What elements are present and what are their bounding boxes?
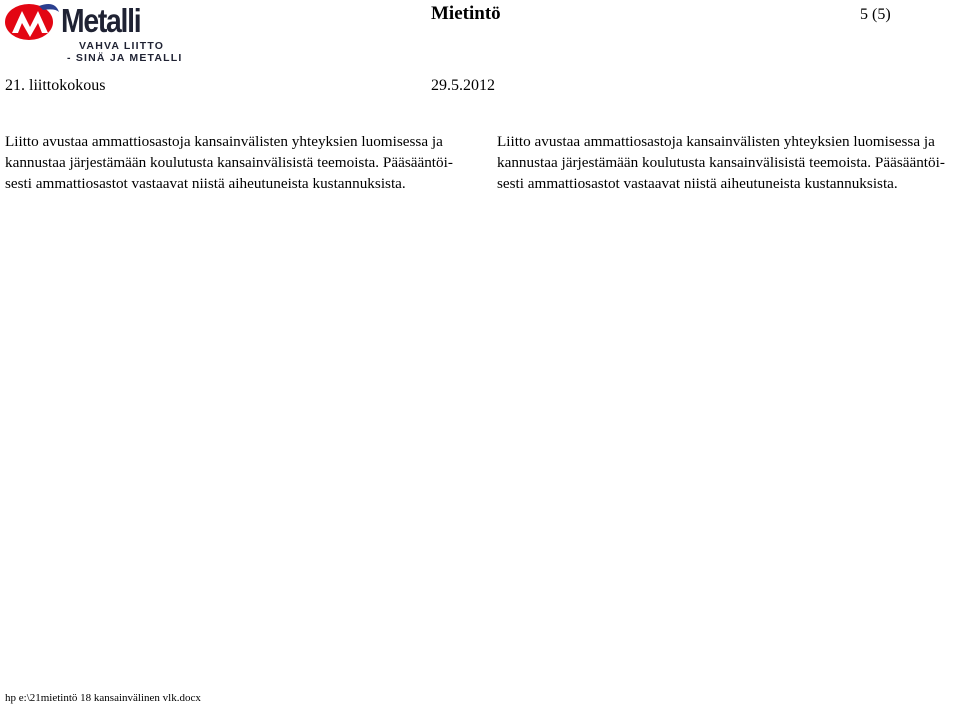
meeting-name: 21. liittokokous [5, 77, 106, 94]
logo-wordmark: Metalli [61, 2, 141, 39]
paragraph-line: sesti ammattiosastot vastaavat niistä aiheutuneista kustannuksista. [5, 175, 406, 192]
meeting-date: 29.5.2012 [431, 77, 495, 94]
paragraph-line: kannustaa järjestämään koulutusta kansainvälisistä teemoista. Pääsääntöi- [497, 154, 945, 171]
footer-file-path: hp e:\21mietintö 18 kansainvälinen vlk.docx [5, 692, 201, 704]
paragraph-line: sesti ammattiosastot vastaavat niistä aiheutuneista kustannuksista. [497, 175, 898, 192]
page-number: 5 (5) [860, 6, 891, 23]
paragraph-line: kannustaa järjestämään koulutusta kansainvälisistä teemoista. Pääsääntöi- [5, 154, 453, 171]
logo-tagline-2: - SINÄ JA METALLI [67, 52, 183, 64]
paragraph-line: Liitto avustaa ammattiosastoja kansainvälisten yhteyksien luomisessa ja [5, 133, 443, 150]
metalli-logo-icon [3, 2, 61, 42]
metalli-logo [3, 2, 183, 64]
left-column-paragraph [5, 131, 453, 194]
right-column-paragraph [497, 131, 945, 194]
paragraph-line: Liitto avustaa ammattiosastoja kansainvälisten yhteyksien luomisessa ja [497, 133, 935, 150]
document-title: Mietintö [431, 3, 501, 24]
logo-tagline-1: VAHVA LIITTO [79, 40, 165, 52]
